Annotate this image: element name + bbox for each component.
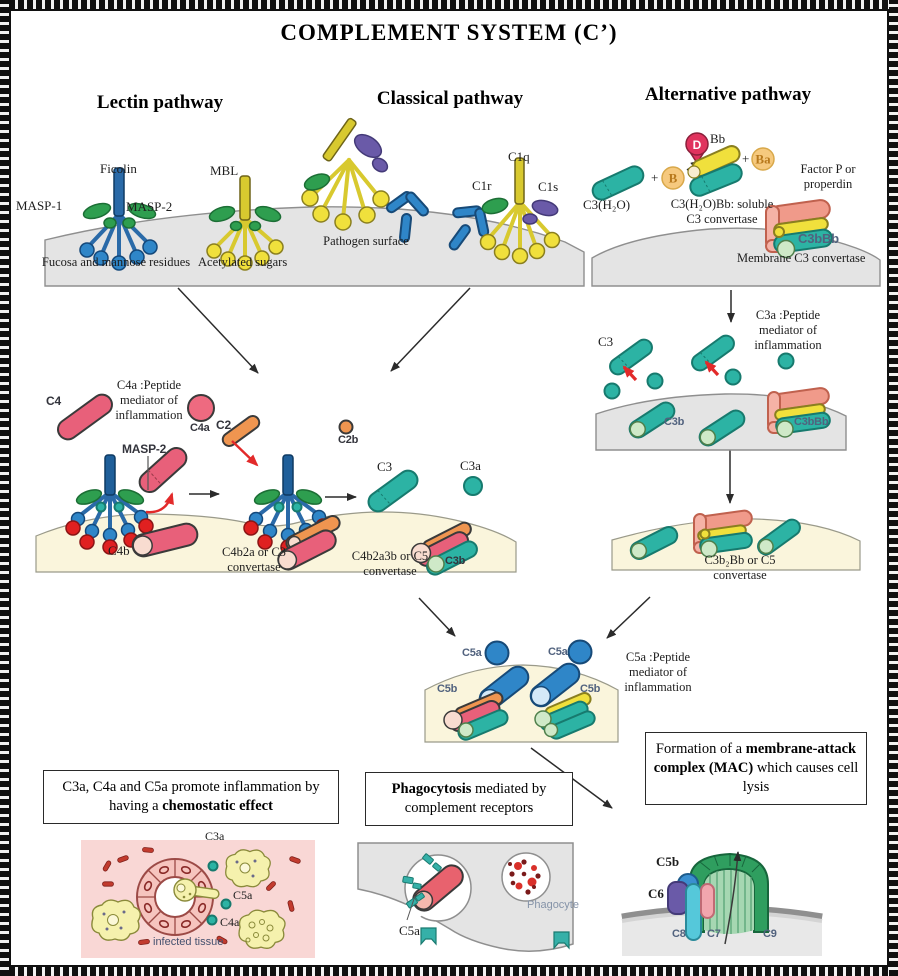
- label-tissue-c3a: C3a: [205, 829, 225, 843]
- phagocytosis-scene: [358, 843, 573, 951]
- arrow-lectin-down: [178, 288, 258, 373]
- frame-edge-left: [0, 0, 9, 976]
- label-tissue-c4a: C4a: [220, 915, 240, 929]
- note-inflammation-text: C3a, C4a and C5a promote inflammation by having a: [62, 779, 320, 814]
- arrow-c5conv-right: [607, 597, 650, 638]
- heading-classical-pathway: Classical pathway: [376, 88, 524, 109]
- label-c3b2bb-convertase: C3b₂Bb or C5 convertase: [704, 553, 776, 582]
- diagram-title: COMPLEMENT SYSTEM (C’): [280, 20, 618, 45]
- label-factor-b: B: [668, 170, 678, 186]
- label-mac-c6: C6: [648, 886, 664, 901]
- label-fucosa-mannose: Fucosa and mannose residues: [41, 255, 191, 269]
- label-mac-c9: C9: [763, 928, 777, 940]
- frame-edge-bottom: [0, 967, 898, 976]
- label-c3a-mid: C3a: [460, 458, 481, 473]
- label-c5b-1: C5b: [437, 683, 458, 695]
- label-masp2-mid: MASP-2: [122, 442, 167, 456]
- note-phagocytosis-text: mediated by complement receptors: [404, 781, 547, 816]
- note-inflammation: [43, 770, 339, 824]
- label-c1q: C1q: [508, 149, 530, 164]
- c2b-molecule: [340, 421, 353, 434]
- note-mac-bold: membrane-attack complex (MAC): [653, 741, 857, 776]
- label-c2b: C2b: [338, 434, 359, 446]
- label-factor-d: D: [692, 137, 702, 152]
- note-inflammation-bold: chemostatic effect: [162, 797, 273, 814]
- label-mbl: MBL: [210, 163, 239, 178]
- label-soluble-c3-convertase: C3(H₂O)Bb: soluble C3 convertase: [670, 197, 774, 226]
- label-c4: C4: [46, 394, 61, 408]
- arrow-c2-to-complex: [232, 441, 257, 465]
- label-c3bbb-top: C3bBb: [798, 231, 839, 246]
- label-c3bbb-right: C3bBb: [794, 416, 829, 428]
- arrow-classical-down: [391, 288, 470, 371]
- frame-edge-right: [889, 0, 898, 976]
- label-masp1: MASP-1: [16, 198, 63, 213]
- note-mac-text2: which causes cell lysis: [742, 759, 859, 795]
- label-ba: Ba: [755, 151, 771, 167]
- label-mac-c7: C7: [707, 928, 721, 940]
- label-infected-tissue: infected tissue: [153, 936, 224, 948]
- note-phagocytosis: [365, 772, 573, 826]
- label-c3b-right: C3b: [664, 416, 685, 428]
- note-mac-text1: Formation of a: [655, 741, 746, 757]
- label-c4a-note: C4a :Peptide mediator of inflammation: [115, 378, 183, 422]
- label-c5a-1: C5a: [462, 647, 482, 659]
- label-phago-c5a: C5a: [399, 923, 420, 938]
- label-plus-b: +: [651, 170, 659, 185]
- label-c4a: C4a: [190, 422, 210, 434]
- label-membrane-c3-convertase: Membrane C3 convertase: [737, 251, 866, 265]
- note-mac: [645, 732, 867, 805]
- heading-alternative-pathway: Alternative pathway: [644, 84, 812, 105]
- label-acetylated-sugars: Acetylated sugars: [198, 255, 288, 269]
- label-c1r: C1r: [472, 178, 492, 193]
- label-c3a-note: C3a :Peptide mediator of inflammation: [754, 308, 822, 352]
- label-c3-mid: C3: [377, 459, 393, 474]
- label-plus-ba: +: [742, 151, 750, 166]
- label-c2: C2: [216, 418, 231, 432]
- frame-edge-top: [0, 0, 898, 9]
- label-c4b: C4b: [108, 543, 130, 558]
- label-factor-p: Factor P or properdin: [800, 162, 856, 191]
- label-c3-right: C3: [598, 334, 614, 349]
- label-c3b-mid: C3b: [445, 555, 466, 567]
- label-masp2-top: MASP-2: [126, 199, 173, 214]
- label-bb: Bb: [710, 131, 726, 146]
- label-phagocyte: Phagocyte: [527, 899, 579, 911]
- label-c5a-2: C5a: [548, 646, 568, 658]
- c3a-molecule-mid: [464, 477, 482, 495]
- note-phagocytosis-bold: Phagocytosis: [391, 781, 472, 797]
- label-c5b-2: C5b: [580, 683, 601, 695]
- label-ficolin: Ficolin: [100, 161, 137, 176]
- label-c4b2a3b-convertase: C4b2a3b or C5 convertase: [351, 549, 429, 578]
- label-tissue-c5a: C5a: [233, 888, 253, 902]
- label-c4b2a-convertase: C4b2a or C3 convertase: [222, 545, 286, 574]
- mac-scene: [622, 852, 822, 956]
- arrow-c5conv-left: [419, 598, 455, 636]
- label-c3h2o: C3(H₂O): [583, 197, 631, 212]
- label-pathogen-surface: Pathogen surface: [323, 234, 409, 248]
- label-mac-c8: C8: [672, 928, 686, 940]
- label-c1s: C1s: [538, 179, 559, 194]
- label-mac-c5b: C5b: [656, 854, 680, 869]
- label-c5a-note: C5a :Peptide mediator of inflammation: [624, 650, 692, 694]
- c3-molecule-mid: [365, 467, 421, 515]
- heading-lectin-pathway: Lectin pathway: [96, 92, 224, 113]
